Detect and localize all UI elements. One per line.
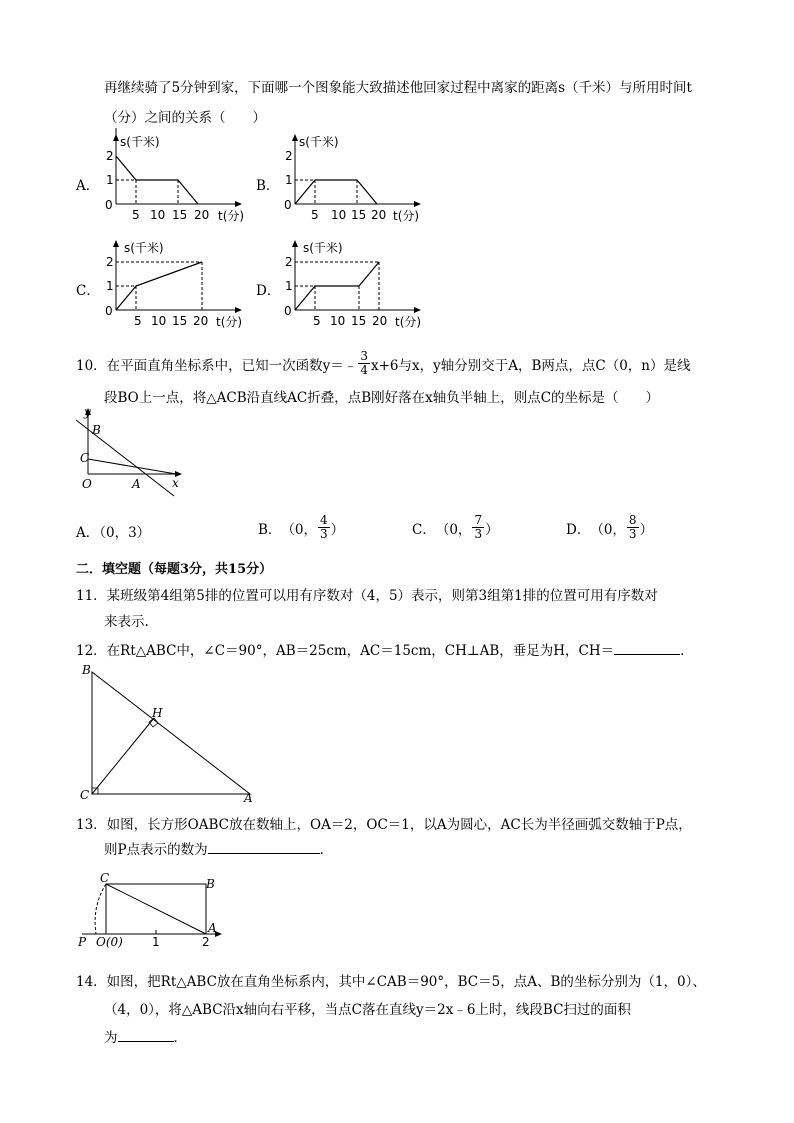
graph-d-xtick-15: 15 [351, 314, 367, 328]
graph-a-xlabel: t(分) [218, 209, 245, 223]
q13-end: ． [319, 842, 334, 858]
q13-fig-p: P [78, 935, 87, 949]
graph-c-xlabel: t(分) [216, 315, 243, 329]
q12-fig-a: A [244, 791, 253, 805]
q10-choice-a-text: （0，3） [99, 525, 151, 541]
q10-choice-b-frac [318, 514, 330, 541]
q13-answer-blank[interactable] [208, 853, 320, 854]
q10-choice-b-num: 4 [320, 513, 328, 527]
q10-choice-d-den: 3 [628, 527, 637, 541]
q14-line3 [104, 1026, 187, 1046]
q13-fig-b: B [206, 877, 215, 891]
graph-d-ylabel: s(千米) [303, 241, 343, 255]
graph-d-xtick-20: 20 [372, 314, 388, 328]
q10-choice-b-pre: （0， [281, 521, 318, 538]
graph-b-xtick-20: 20 [371, 208, 387, 222]
q13-fig-a: A [208, 921, 217, 935]
q10-fig-b: B [92, 423, 101, 437]
q10-choice-b-den: 3 [320, 527, 328, 541]
q13-figure [74, 866, 234, 954]
q10-choice-c-frac [472, 514, 484, 541]
q10-frac-num: 3 [360, 349, 368, 363]
q10-fig-x: x [172, 476, 179, 490]
graph-a-xtick-20: 20 [194, 208, 210, 222]
q10-choice-d-post: ） [639, 521, 654, 538]
q12-figure [76, 660, 266, 806]
graph-b-xtick-15: 15 [351, 208, 367, 222]
q10-figure [72, 404, 192, 504]
graph-d-ytick-2: 2 [285, 255, 293, 269]
q10-choice-d-frac [627, 514, 639, 541]
q10-choice-c-num: 7 [474, 513, 483, 527]
q10-choice-d-pre: （0， [590, 521, 626, 538]
q10-choice-b-label: B． [258, 521, 282, 538]
q14-end: ． [173, 1030, 187, 1046]
q9-option-b-label: B． [256, 178, 280, 194]
q9-graph-c [96, 234, 256, 334]
q10-slope-fraction [358, 350, 370, 377]
graph-a-xtick-15: 15 [172, 208, 188, 222]
q10-choice-b [258, 514, 344, 541]
graph-d-ytick-1: 1 [285, 279, 293, 293]
graph-b-curve [295, 180, 377, 204]
graph-a-ytick-2: 2 [106, 149, 114, 163]
graph-a-xtick-10: 10 [150, 208, 166, 222]
q9-line2: （分）之间的关系（ ） [104, 110, 266, 126]
q10-choice-c-pre: （0， [435, 521, 472, 538]
q12-answer-blank[interactable] [614, 654, 680, 655]
q13-line2-text: 则P点表示的数为 [104, 842, 208, 858]
graph-c-xtick-20: 20 [193, 314, 209, 328]
graph-d-xtick-5: 5 [313, 314, 321, 328]
q12-fig-b: B [82, 663, 91, 677]
q13-line1: 13．如图，长方形OABC放在数轴上，OA＝2，OC＝1，以A为圆心，AC长为半径画弧交数轴于P点， [76, 817, 692, 833]
q10-choice-a-label: A． [76, 525, 100, 541]
graph-a-ytick-1: 1 [106, 173, 114, 187]
q11-line2: 来表示. [104, 614, 149, 630]
graph-c-ytick-2: 2 [106, 255, 114, 269]
graph-b-ytick-1: 1 [285, 173, 293, 187]
q10-fig-o: O [82, 477, 92, 491]
q13-fig-c: C [100, 871, 110, 885]
q14-line1: 14．如图，把Rt△ABC放在直角坐标系内，其中∠CAB＝90°，BC＝5，点A、B的坐标分别为（1，0）、 [76, 974, 706, 990]
q14-line3-text: 为 [104, 1030, 118, 1046]
graph-a-origin: 0 [105, 198, 113, 212]
q9-option-a-label: A． [76, 178, 100, 194]
graph-d-origin: 0 [284, 304, 292, 318]
graph-b-xtick-5: 5 [311, 208, 319, 222]
q9-graph-b [275, 128, 435, 228]
q12-fig-c: C [80, 788, 90, 802]
q10-choice-c [412, 514, 499, 541]
q14-answer-blank[interactable] [118, 1041, 174, 1042]
q9-graph-a [96, 128, 256, 228]
graph-b-xlabel: t(分) [393, 209, 420, 223]
q10-line1-b: x+6与x，y轴分别交于A，B两点，点C（0，n）是线 [370, 357, 691, 374]
q13-fig-o: O(0) [96, 935, 123, 949]
graph-a-ylabel: s(千米) [120, 135, 160, 149]
q13-fig-tick-2: 2 [202, 935, 210, 949]
q10-frac-den: 4 [360, 363, 368, 377]
q10-choice-d [566, 514, 653, 541]
q10-fig-a: A [132, 477, 141, 491]
q10-choice-d-label: D． [566, 521, 591, 538]
graph-b-xtick-10: 10 [331, 208, 347, 222]
q11-line1: 11．某班级第4组第5排的位置可以用有序数对（4，5）表示，则第3组第1排的位置可用有序数对 [76, 588, 658, 604]
q9-graph-d [275, 234, 435, 334]
graph-b-origin: 0 [284, 198, 292, 212]
q12-question: 12．在Rt△ABC中，∠C＝90°，AB＝25cm，AC＝15cm，CH⊥AB，垂足为H，CH＝ [76, 643, 615, 659]
q10-line2: 段BO上一点，将△ACB沿直线AC折叠，点B刚好落在x轴负半轴上，则点C的坐标是（ ） [104, 390, 660, 406]
graph-c-xtick-10: 10 [151, 314, 167, 328]
graph-c-xtick-5: 5 [134, 314, 142, 328]
q13-line2 [104, 838, 333, 858]
graph-d-xlabel: t(分) [395, 315, 422, 329]
q10-choice-b-post: ） [330, 521, 345, 538]
graph-a-xtick-5: 5 [132, 208, 140, 222]
q10-choice-c-label: C． [412, 521, 436, 538]
q10-line1-a: 10．在平面直角坐标系中，已知一次函数y＝﹣ [76, 357, 358, 374]
q10-choice-c-post: ） [485, 521, 499, 538]
graph-b-ylabel: s(千米) [299, 135, 339, 149]
graph-c-ytick-1: 1 [106, 279, 114, 293]
q9-line1: 再继续骑了5分钟到家，下面哪一个图象能大致描述他回家过程中离家的距离s（千米）与所用时间t [104, 80, 692, 96]
q10-choice-a [76, 521, 150, 541]
q13-fig-tick-1: 1 [152, 935, 160, 949]
graph-c-ylabel: s(千米) [124, 241, 164, 255]
graph-c-xtick-15: 15 [172, 314, 188, 328]
graph-c-origin: 0 [105, 304, 113, 318]
q10-choice-c-den: 3 [474, 527, 483, 541]
q12-text [76, 639, 694, 659]
graph-d-xtick-10: 10 [330, 314, 346, 328]
q14-line2: （4，0），将△ABC沿x轴向右平移，当点C落在直线y＝2x﹣6上时，线段BC扫过的面积 [104, 1002, 631, 1018]
q12-fig-h: H [152, 706, 163, 720]
q10-fig-y: y [84, 405, 91, 419]
q9-option-d-label: D． [256, 283, 281, 299]
q12-end: ． [680, 643, 694, 659]
q10-line1 [76, 350, 691, 377]
q10-choice-d-num: 8 [628, 513, 637, 527]
graph-b-ytick-2: 2 [285, 149, 293, 163]
q9-option-c-label: C． [76, 283, 100, 299]
section-2-heading: 二．填空题（每题3分，共15分） [76, 562, 273, 577]
q10-fig-c: C [80, 451, 90, 465]
